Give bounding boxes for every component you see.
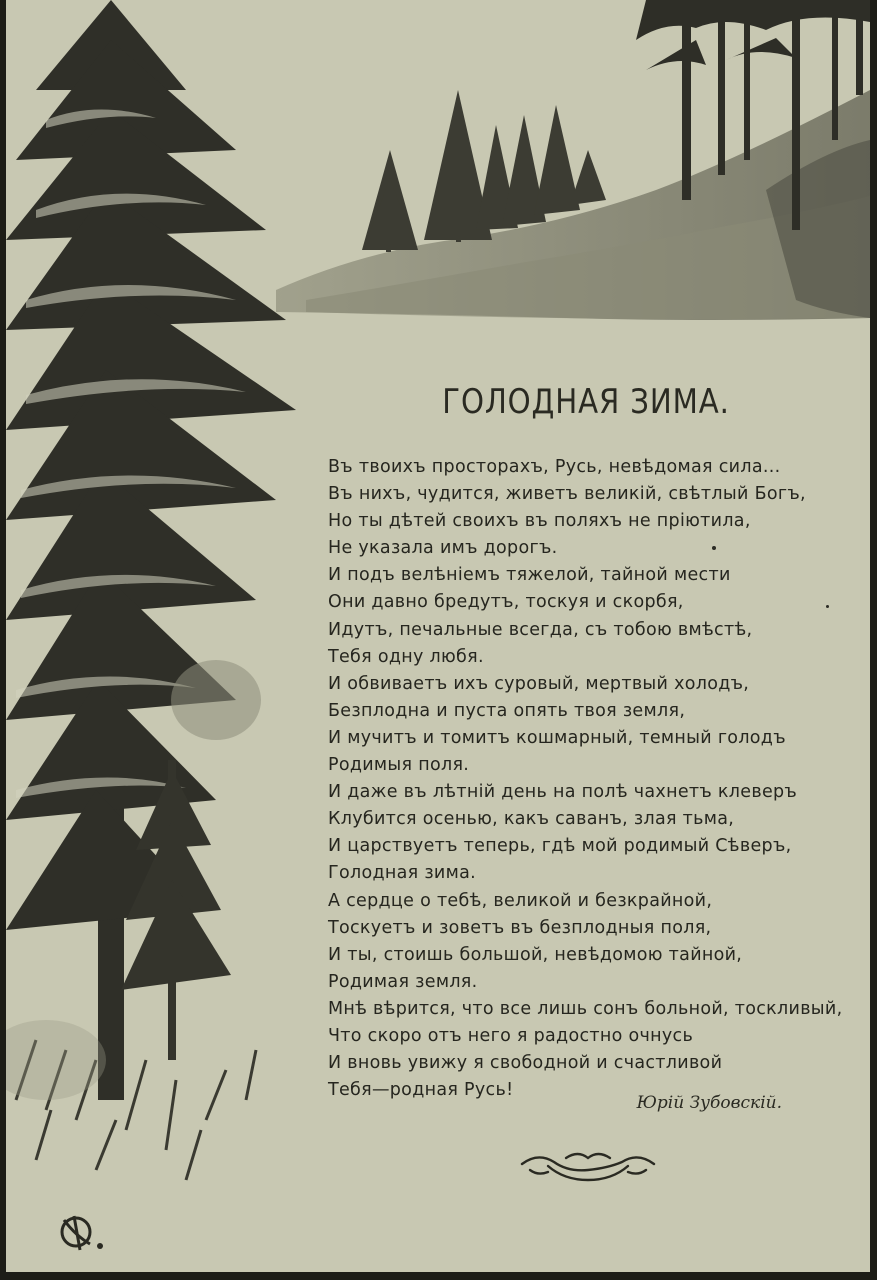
poem-line: Родимыя поля. [328,755,470,776]
poem-line: И подъ велѣніемъ тяжелой, тайной мести [328,565,731,586]
magazine-page [6,0,870,1272]
tailpiece-ornament-icon [518,1146,658,1190]
poem-line: Тебя одну любя. [328,646,484,667]
poem-line: Они давно бредутъ, тоскуя и скорбя, [328,592,684,613]
author-signature: Юрій Зубовскій. [636,1093,782,1113]
poem-line: Голодная зима. [328,863,476,884]
poem-line: Тебя—родная Русь! [328,1080,514,1101]
poem-line: Идутъ, печальные всегда, съ тобою вмѣстѣ, [328,619,753,640]
poem-line: И вновь увижу я свободной и счастливой [328,1053,723,1074]
paper-spot [712,546,716,550]
poem-line: Мнѣ вѣрится, что все лишь сонъ больной, тоскливый, [328,998,843,1019]
poem-line: Что скоро отъ него я радостно очнусь [328,1025,694,1046]
poem-line: Родимая земля. [328,971,478,992]
poem-line: Безплодна и пуста опять твоя земля, [328,700,686,721]
poem-line: Въ твоихъ просторахъ, Русь, невѣдомая сила... [328,457,781,477]
poem-line: Не указала имъ дорогъ. [328,538,558,559]
poem-line: Но ты дѣтей своихъ въ поляхъ не пріютила, [328,511,751,532]
poem-line: И ты, стоишь большой, невѣдомою тайной, [328,944,743,965]
poem-line: Тоскуетъ и зоветъ въ безплодныя поля, [328,917,712,938]
poem-body [328,454,868,1104]
poem-line: Клубится осенью, какъ саванъ, злая тьма, [328,809,735,830]
poem-title: ГОЛОДНАЯ ЗИМА. [442,382,730,422]
poem-line: А сердце о тебѣ, великой и безкрайной, [328,890,713,911]
poem-line: И обвиваетъ ихъ суровый, мертвый холодъ, [328,673,750,694]
poem-line: Въ нихъ, чудится, живетъ великій, свѣтлый Богъ, [328,484,806,505]
artist-monogram-icon [54,1206,110,1258]
poem-line: И царствуетъ теперь, гдѣ мой родимый Сѣверъ, [328,836,792,857]
poem-line: И даже въ лѣтній день на полѣ чахнетъ клеверъ [328,782,798,803]
paper-spot [826,605,829,608]
poem-line: И мучитъ и томитъ кошмарный, темный голодъ [328,727,786,748]
